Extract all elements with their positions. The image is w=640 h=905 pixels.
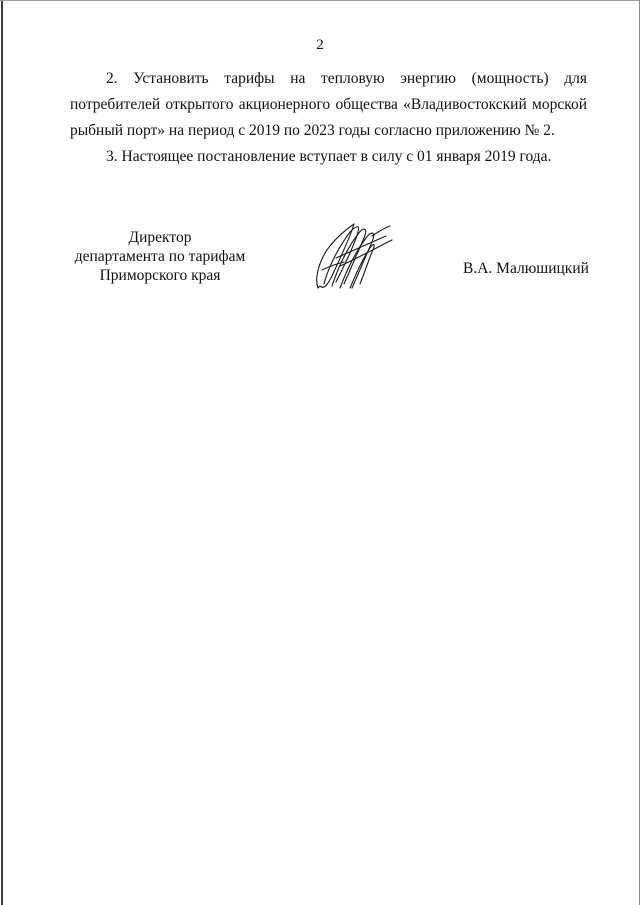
paragraph-line: 3. Настоящее постановление вступает в силу с 01 января 2019 года.: [106, 148, 552, 165]
position-region: Приморского края: [99, 267, 221, 284]
paragraph-item-3: [70, 144, 587, 170]
paragraph-line: 2. Установить тарифы на тепловую энергию (мощность) для: [106, 70, 587, 87]
position-title: Директор: [128, 229, 192, 246]
page-number: 2: [316, 37, 324, 53]
paragraph-line: рыбный порт» на период с 2019 по 2023 годы согласно приложению № 2.: [70, 122, 555, 139]
position-department: департамента по тарифам: [74, 248, 246, 265]
paragraph-line: потребителей открытого акционерного общества «Владивостокский морской: [70, 96, 587, 113]
signer-name: В.А. Малюшицкий: [463, 260, 589, 277]
signatory-position: [60, 228, 260, 285]
scan-edge-left: [1, 0, 3, 905]
scan-edge-top: [0, 0, 640, 1]
paragraph-item-2: [70, 66, 587, 144]
handwritten-signature-icon: [310, 218, 400, 293]
